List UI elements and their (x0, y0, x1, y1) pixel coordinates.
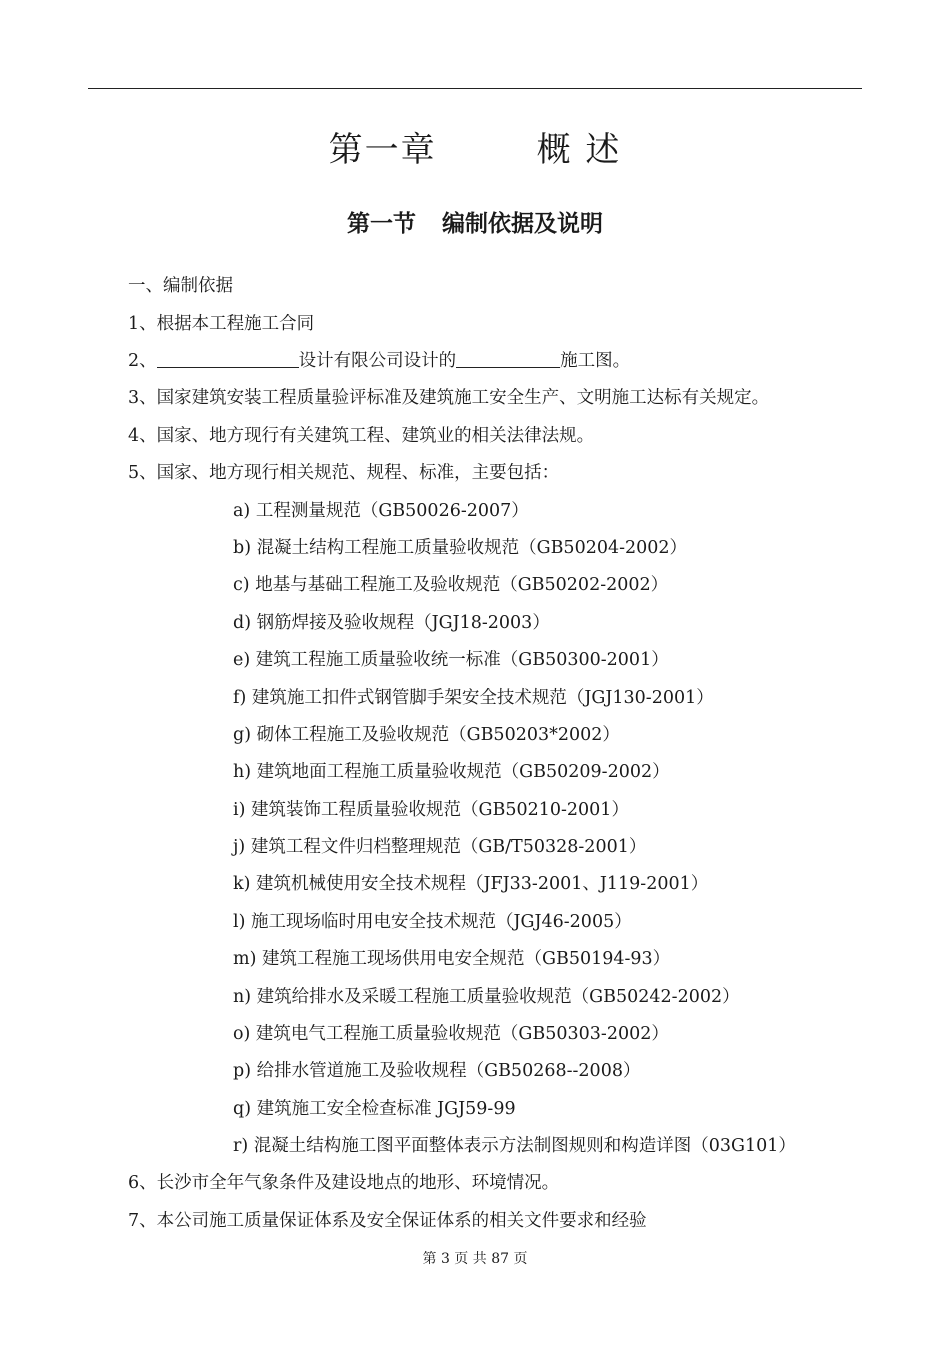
list-item-6: 6、长沙市全年气象条件及建设地点的地形、环境情况。 (128, 1173, 560, 1193)
chapter-name: 概 述 (536, 130, 622, 170)
list-item-7: 7、本公司施工质量保证体系及安全保证体系的相关文件要求和经验 (128, 1211, 647, 1231)
standard-item: c) 地基与基础工程施工及验收规范（GB50202-2002） (233, 575, 669, 595)
chapter-title (0, 122, 950, 171)
standard-item: r) 混凝土结构施工图平面整体表示方法制图规则和构造详图（03G101） (233, 1136, 796, 1156)
section-name: 编制依据及说明 (442, 211, 603, 237)
basis-heading: 一、编制依据 (128, 276, 233, 296)
standard-item: g) 砌体工程施工及验收规范（GB50203*2002） (233, 725, 620, 745)
standard-item: i) 建筑装饰工程质量验收规范（GB50210-2001） (233, 800, 629, 820)
standard-item: j) 建筑工程文件归档整理规范（GB/T50328-2001） (233, 837, 647, 857)
standard-item: o) 建筑电气工程施工质量验收规范（GB50303-2002） (233, 1024, 669, 1044)
standard-item: l) 施工现场临时用电安全技术规范（JGJ46-2005） (233, 912, 632, 932)
standard-item: n) 建筑给排水及采暖工程施工质量验收规范（GB50242-2002） (233, 987, 740, 1007)
list-item-5: 5、国家、地方现行相关规范、规程、标准，主要包括： (128, 463, 560, 483)
header-rule (88, 88, 862, 89)
section-title (0, 205, 950, 238)
list-item-2-prefix: 2、 (128, 351, 157, 371)
standard-item: e) 建筑工程施工质量验收统一标准（GB50300-2001） (233, 650, 669, 670)
list-item-1: 1、根据本工程施工合同 (128, 314, 315, 334)
standard-item: f) 建筑施工扣件式钢管脚手架安全技术规范（JGJ130-2001） (233, 688, 714, 708)
standard-item: p) 给排水管道施工及验收规程（GB50268--2008） (233, 1061, 641, 1081)
standard-item: a) 工程测量规范（GB50026-2007） (233, 501, 529, 521)
blank-project (456, 349, 560, 368)
list-item-2 (128, 349, 630, 373)
standard-item: b) 混凝土结构工程施工质量验收规范（GB50204-2002） (233, 538, 688, 558)
list-item-3: 3、国家建筑安装工程质量验评标准及建筑施工安全生产、文明施工达标有关规定。 (128, 388, 770, 408)
standard-item: k) 建筑机械使用安全技术规程（JFJ33-2001、J119-2001） (233, 874, 709, 894)
standard-item: m) 建筑工程施工现场供用电安全规范（GB50194-93） (233, 949, 671, 969)
standard-item: d) 钢筋焊接及验收规程（JGJ18-2003） (233, 613, 550, 633)
section-number: 第一节 (347, 211, 416, 237)
chapter-number: 第一章 (328, 130, 437, 170)
standard-item: q) 建筑施工安全检查标准 JGJ59-99 (233, 1099, 516, 1119)
list-item-4: 4、国家、地方现行有关建筑工程、建筑业的相关法律法规。 (128, 426, 595, 446)
list-item-2-middle: 设计有限公司设计的 (298, 351, 457, 371)
standard-item: h) 建筑地面工程施工质量验收规范（GB50209-2002） (233, 762, 670, 782)
page-footer: 第 3 页 共 87 页 (422, 1251, 528, 1267)
list-item-2-suffix: 施工图。 (560, 351, 631, 371)
blank-designer (157, 349, 299, 368)
